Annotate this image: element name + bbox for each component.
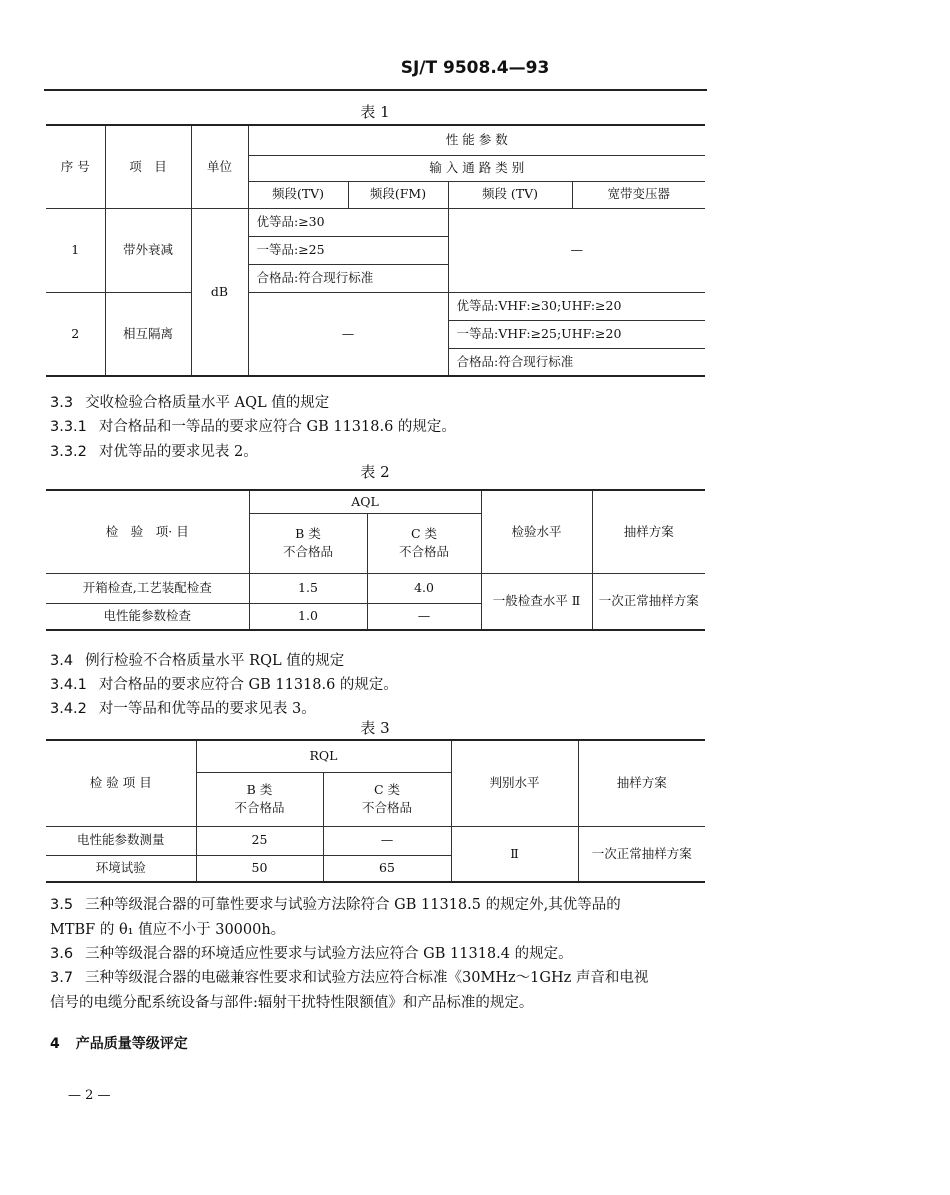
section-3-6: 3.6 三种等级混合器的环境适应性要求与试验方法应符合 GB 11318.4 的规定。	[50, 946, 573, 962]
section-3-3-1: 3.3.1 对合格品和一等品的要求应符合 GB 11318.6 的规定。	[50, 419, 456, 435]
cell: 合格品:符合现行标准	[248, 264, 448, 292]
cell: 一等品:VHF:≥25;UHF:≥20	[448, 320, 705, 348]
th-aql: AQL	[249, 490, 481, 513]
th-b: B 类 不合格品	[196, 772, 323, 826]
section-3-5-cont: MTBF 的 θ₁ 值应不小于 30000h。	[50, 922, 286, 938]
section-3-4-2: 3.4.2 对一等品和优等品的要求见表 3。	[50, 701, 316, 717]
th-perf: 性 能 参 数	[248, 125, 705, 155]
cell: 优等品:≥30	[248, 208, 448, 236]
cell: 开箱检查,工艺装配检查	[46, 573, 249, 603]
section-3-3: 3.3 交收检验合格质量水平 AQL 值的规定	[50, 395, 330, 411]
table2-caption: 表 2	[360, 463, 390, 481]
cell: 1.5	[249, 573, 367, 603]
page-number: — 2 —	[68, 1088, 111, 1103]
cell-unit: dB	[191, 208, 248, 376]
th-item: 检 验 项· 目	[46, 490, 249, 573]
section-3-5: 3.5 三种等级混合器的可靠性要求与试验方法除符合 GB 11318.5 的规定外,其优等品的	[50, 897, 621, 913]
cell: —	[448, 208, 705, 292]
th-level: 检验水平	[481, 490, 592, 573]
section-3-7-cont: 信号的电缆分配系统设备与部件:辐射干扰特性限额值》和产品标准的规定。	[50, 995, 534, 1011]
th-item: 项 目	[105, 125, 191, 208]
cell: —	[367, 603, 481, 630]
cell: 一等品:≥25	[248, 236, 448, 264]
section-3-3-2: 3.3.2 对优等品的要求见表 2。	[50, 444, 258, 460]
cell: 优等品:VHF:≥30;UHF:≥20	[448, 292, 705, 320]
th-seq: 序 号	[46, 125, 105, 208]
th-c4: 宽带变压器	[572, 181, 705, 208]
cell: 65	[323, 855, 451, 882]
th-plan: 抽样方案	[592, 490, 705, 573]
cell: 一般检查水平 Ⅱ	[481, 573, 592, 630]
th-c3: 频段 (TV)	[448, 181, 572, 208]
th-item: 检 验 项 目	[46, 740, 196, 826]
section-3-4-1: 3.4.1 对合格品的要求应符合 GB 11318.6 的规定。	[50, 677, 398, 693]
cell: 环境试验	[46, 855, 196, 882]
table-1	[46, 124, 705, 377]
cell: 4.0	[367, 573, 481, 603]
table-2	[46, 489, 705, 631]
th-plan: 抽样方案	[578, 740, 705, 826]
th-unit: 单位	[191, 125, 248, 208]
cell: 1	[46, 208, 105, 292]
cell: Ⅱ	[451, 826, 578, 882]
th-c: C 类 不合格品	[367, 513, 481, 573]
cell: —	[323, 826, 451, 855]
section-4-heading: 4 产品质量等级评定	[50, 1036, 188, 1052]
cell: 电性能参数测量	[46, 826, 196, 855]
cell: 50	[196, 855, 323, 882]
cell: 一次正常抽样方案	[592, 573, 705, 630]
cell: 一次正常抽样方案	[578, 826, 705, 882]
doc-number: SJ/T 9508.4—93	[400, 58, 550, 78]
cell: 带外衰减	[105, 208, 191, 292]
cell: 25	[196, 826, 323, 855]
section-3-7: 3.7 三种等级混合器的电磁兼容性要求和试验方法应符合标准《30MHz～1GHz 声音和电视	[50, 970, 649, 986]
th-level: 判别水平	[451, 740, 578, 826]
cell: —	[248, 292, 448, 376]
th-c2: 频段(FM)	[348, 181, 448, 208]
th-c: C 类 不合格品	[323, 772, 451, 826]
th-rql: RQL	[196, 740, 451, 772]
th-channel: 输 入 通 路 类 别	[248, 155, 705, 181]
section-3-4: 3.4 例行检验不合格质量水平 RQL 值的规定	[50, 653, 345, 669]
header-rule	[44, 89, 707, 91]
table3-caption: 表 3	[360, 719, 390, 737]
table1-caption: 表 1	[360, 103, 390, 121]
cell: 合格品:符合现行标准	[448, 348, 705, 376]
cell: 2	[46, 292, 105, 376]
table-3	[46, 739, 705, 883]
cell: 相互隔离	[105, 292, 191, 376]
cell: 1.0	[249, 603, 367, 630]
th-c1: 频段(TV)	[248, 181, 348, 208]
cell: 电性能参数检查	[46, 603, 249, 630]
th-b: B 类 不合格品	[249, 513, 367, 573]
